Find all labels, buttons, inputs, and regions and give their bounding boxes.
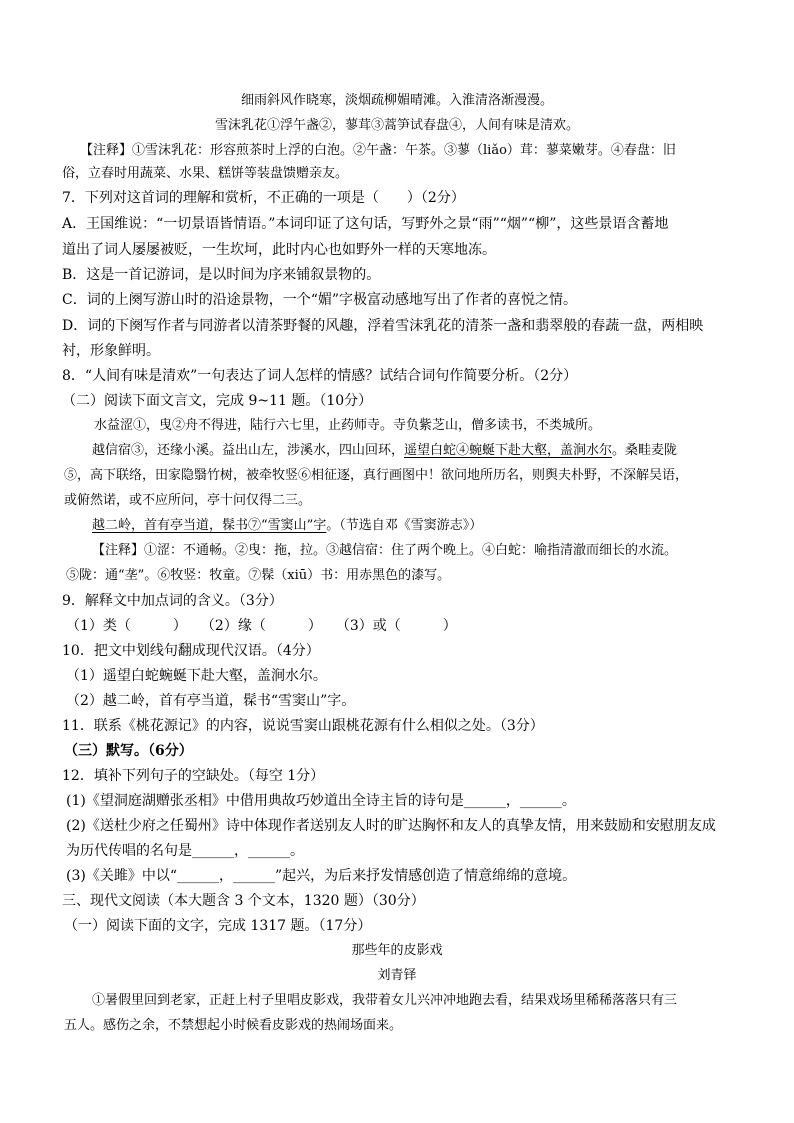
article-title: 那些年的皮影戏 (351, 943, 443, 958)
source-citation: 。（节选自邓《雪窦游志》） (326, 518, 483, 533)
q7-option-a-line-1: A．王国维说：“一切景语皆情语。”本词印证了这句话，写野外之景“雨”“烟”“柳”，这些景语含蓄地 (62, 216, 669, 232)
q8-stem: 8．“人间有味是清欢”一句表达了词人怎样的情感？试结合词句作简要分析。（2分） (62, 368, 578, 384)
classical-text-paragraph-2-line-3: 或俯然诺，或不应所问，亭十问仅得二三。 (64, 493, 312, 508)
poem-line-1: 细雨斜风作晓寒，淡烟疏柳媚晴滩。入淮清洛渐漫漫。 (240, 93, 553, 108)
article-paragraph-1-line-2: 五人。感伤之余，不禁想起小时候看皮影戏的热闹场面来。 (64, 1018, 403, 1033)
classical-text-paragraph-3 (0, 516, 794, 536)
classical-text-segment: 。桑畦麦陇 (612, 443, 678, 458)
q12-stem: 12．填补下列句子的空缺处。（每空 1分） (62, 768, 325, 784)
classical-note-line-1: 【注释】①涩：不通畅。②曳：拖，拉。③越信宿：住了两个晚上。④白蛇：喻指清澈而细长的水流。 (92, 543, 678, 558)
q11-stem: 11．联系《桃花源记》的内容，说说雪窦山跟桃花源有什么相似之处。（3分） (62, 718, 544, 734)
classical-text-paragraph-2-line-2: ⑤，高下联络，田家隐翳竹树，被牵牧竖⑥相征逐，真行画图中！欲问地所历名，则舆夫朴野，不深解吴语， (64, 468, 689, 483)
classical-text-segment: 越信宿③，还缘小溪。益出山左，涉溪水，四山回环， (92, 443, 405, 458)
classical-text-paragraph-2-line-1 (0, 441, 794, 461)
q12-item-2-line-1: (2)《送杜少府之任蜀州》诗中体现作者送别友人时的旷达胸怀和友人的真挚友情，用来鼓励和安慰朋友成 (66, 818, 716, 834)
classical-text-paragraph-1: 水益涩①，曳②舟不得进，陆行六七里，止药师寺。寺负紫芝山，僧多读书，不类城所。 (94, 418, 602, 433)
underlined-sentence-2: 越二岭，首有亭当道，髹书⑦“雪窦山”字 (92, 518, 327, 533)
part-3-subheading: （一）阅读下面的文字，完成 1317 题。（17分） (64, 918, 372, 934)
q9-items: （1）类（ ） （2）缘（ ） （3）或（ ） (66, 618, 457, 634)
q10-sentence-2: （2）越二岭，首有亭当道，髹书“雪窦山”字。 (66, 693, 356, 709)
q7-option-d-line-2: 衬，形象鲜明。 (62, 343, 160, 359)
q7-option-b: B．这是一首记游词，是以时间为序来铺叙景物的。 (62, 267, 381, 283)
section-3-heading: （三）默写。（6分） (64, 743, 193, 759)
q7-option-a-line-2: 道出了词人屡屡被贬，一生坎坷，此时内心也如野外一样的天寒地冻。 (62, 242, 496, 258)
q12-item-2-line-2: 为历代传唱的名句是______，______。 (66, 843, 304, 859)
q7-option-c: C．词的上阕写游山时的沿途景物，一个“媚”字极富动感地写出了作者的喜悦之情。 (62, 292, 578, 308)
q7-stem: 7．下列对这首词的理解和赏析，不正确的一项是（ ）（2分） (62, 190, 465, 206)
q7-option-d-line-1: D．词的下阕写作者与同游者以清茶野餐的风趣，浮着雪沫乳花的清茶一盏和翡翠般的春蔬一盘，两相映 (62, 318, 704, 334)
poem-line-2: 雪沫乳花①浮午盏②，蓼茸③蒿笋试春盘④，人间有味是清欢。 (214, 118, 579, 133)
article-paragraph-1-line-1: ①暑假里回到老家，正赶上村子里唱皮影戏，我带着女儿兴冲冲地跑去看，结果戏场里稀稀落落只有三 (92, 993, 678, 1008)
q10-sentence-1: （1）遥望白蛇蜿蜒下赴大壑，盖涧水尔。 (66, 668, 327, 684)
article-author: 刘青铎 (377, 968, 417, 983)
poem-note-line-2: 俗，立春时用蔬菜、水果、糕饼等装盘馈赠亲友。 (62, 166, 349, 181)
part-3-heading: 三、现代文阅读（本大题含 3 个文本，1320 题）（30分） (62, 893, 425, 909)
q9-stem: 9．解释文中加点词的含义。（3分） (62, 593, 283, 609)
classical-note-line-2: ⑤陇：通“垄”。⑥牧竖：牧童。⑦髹（xiū）书：用赤黑色的漆写。 (66, 568, 451, 583)
section-2-heading: （二）阅读下面文言文，完成 9~11 题。（10分） (62, 393, 373, 409)
underlined-sentence-1: 遥望白蛇④蜿蜒下赴大壑，盖涧水尔 (404, 443, 613, 458)
q12-item-1: (1)《望洞庭湖赠张丞相》中借用典故巧妙道出全诗主旨的诗句是______，______。 (66, 793, 576, 809)
q10-stem: 10．把文中划线句翻成现代汉语。（4分） (62, 643, 320, 659)
q12-item-3: (3)《关雎》中以“______，______”起兴，为后来抒发情感创造了情意绵绵的意境。 (66, 868, 577, 884)
poem-note-line-1: 【注释】①雪沫乳花：形容煎茶时上浮的白泡。②午盏：午茶。③蓼（liǎo）茸：蓼菜嫩芽。④春盘：旧 (80, 143, 676, 158)
